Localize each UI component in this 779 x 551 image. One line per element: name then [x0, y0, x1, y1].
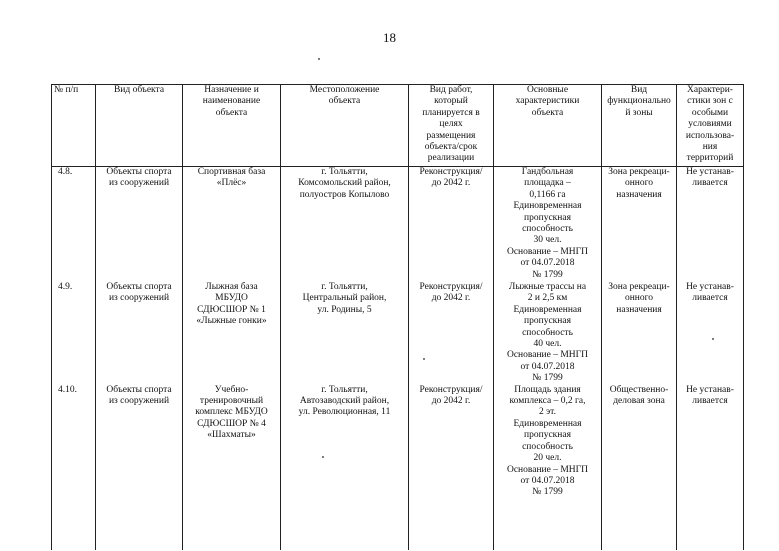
cell-line: Местоположение	[309, 85, 380, 95]
cell-line: до 2042 г.	[431, 293, 471, 304]
cell-functional-zone	[602, 385, 677, 550]
cell-line: Вид	[630, 85, 648, 95]
cell-line: ул. Родины, 5	[317, 304, 372, 315]
cell-line: пропускная	[524, 430, 571, 441]
cell-number: 4.10.	[52, 385, 96, 550]
cell-line: Не устанав-	[686, 282, 734, 292]
cell-line: й зоны	[625, 107, 653, 118]
cell-object-name	[183, 167, 281, 283]
cell-line: назначения	[616, 189, 662, 200]
cell-line: комплекса – 0,2 га,	[509, 396, 586, 407]
cell-line: № п/п	[54, 85, 79, 95]
cell-line: ливается	[692, 396, 728, 407]
cell-line: Спортивная база	[197, 167, 266, 177]
cell-object-type	[96, 167, 183, 283]
cell-line: от 04.07.2018	[520, 361, 575, 372]
cell-location	[281, 167, 409, 283]
cell-line: полуостров Копылово	[299, 189, 390, 200]
cell-work-type	[409, 167, 494, 283]
header-characteristics	[494, 85, 602, 167]
table-body	[52, 167, 744, 550]
cell-line: Не устанав-	[686, 167, 734, 177]
cell-line: Вид объекта	[113, 85, 165, 95]
header-purpose-name	[183, 85, 281, 167]
cell-line: особыми	[691, 107, 729, 118]
header-location	[281, 85, 409, 167]
table-row	[52, 282, 744, 385]
cell-line: назначения	[616, 304, 662, 315]
cell-object-type	[96, 282, 183, 385]
cell-line: пропускная	[524, 212, 571, 223]
cell-line: Основание – МНГП	[506, 464, 589, 475]
cell-line: Зона рекреаци-	[608, 282, 670, 292]
objects-table	[51, 84, 744, 550]
cell-number: 4.8.	[52, 167, 96, 283]
cell-line: способность	[522, 224, 573, 235]
cell-line: Реконструкция/	[419, 282, 483, 292]
cell-object-name	[183, 385, 281, 550]
cell-line: 0,1166 га	[529, 189, 566, 200]
cell-line: ул. Революционная, 11	[298, 407, 391, 418]
cell-work-type	[409, 385, 494, 550]
cell-line: от 04.07.2018	[520, 258, 575, 269]
cell-line: ливается	[692, 178, 728, 189]
cell-line: планируется в	[422, 107, 480, 118]
cell-line: до 2042 г.	[431, 396, 471, 407]
cell-line: деловая зона	[613, 396, 665, 407]
cell-line: Автозаводский район,	[299, 396, 390, 407]
cell-line: онного	[624, 293, 654, 304]
cell-line: объекта	[328, 96, 361, 107]
cell-line: объекта/срок	[424, 142, 478, 153]
cell-line: Единовременная	[513, 201, 582, 212]
cell-line: Основные	[526, 85, 569, 95]
cell-line: 40 чел.	[533, 339, 562, 350]
cell-line: до 2042 г.	[431, 178, 471, 189]
cell-line: № 1799	[532, 269, 563, 280]
header-functional-zone	[602, 85, 677, 167]
cell-line: Комсомольский район,	[298, 178, 391, 189]
table-row	[52, 167, 744, 283]
header-work-type	[409, 85, 494, 167]
cell-line: 30 чел.	[533, 235, 562, 246]
scan-speck	[318, 58, 320, 60]
header-object-type	[96, 85, 183, 167]
cell-line: Объекты спорта	[106, 167, 172, 177]
cell-line: Площадь здания	[514, 384, 581, 395]
cell-object-type	[96, 385, 183, 550]
cell-line: СДЮСШОР № 4	[197, 418, 266, 429]
cell-line: комплекс МБУДО	[195, 407, 268, 418]
cell-line: Не устанав-	[686, 384, 734, 395]
cell-line: функционально	[607, 96, 671, 107]
cell-line: № 1799	[532, 373, 563, 384]
cell-line: из сооружений	[108, 293, 170, 304]
cell-line: № 1799	[532, 487, 563, 498]
table-row	[52, 385, 744, 550]
cell-line: способность	[522, 327, 573, 338]
cell-line: 20 чел.	[533, 453, 562, 464]
cell-line: реализации	[427, 153, 475, 164]
cell-line: условиями	[688, 119, 732, 130]
cell-line: характеристики	[515, 96, 580, 107]
cell-line: г. Тольятти,	[321, 384, 368, 395]
cell-line: г. Тольятти,	[321, 282, 368, 292]
cell-line: СДЮСШОР № 1	[197, 304, 266, 315]
cell-number: 4.9.	[52, 282, 96, 385]
cell-line: Характери-	[687, 85, 733, 95]
cell-line: Зона рекреаци-	[608, 167, 670, 177]
header-number	[52, 85, 96, 167]
cell-line: территорий	[686, 153, 734, 164]
cell-line: «Плёс»	[216, 178, 247, 189]
cell-line: г. Тольятти,	[321, 167, 368, 177]
cell-line: 2 и 2,5 км	[527, 293, 568, 304]
cell-line: «Лыжные гонки»	[196, 316, 267, 327]
cell-line: наименование	[202, 96, 261, 107]
cell-line: Основание – МНГП	[506, 246, 589, 257]
header-special-zones	[677, 85, 744, 167]
cell-line: «Шахматы»	[207, 430, 256, 441]
cell-line: из сооружений	[108, 396, 170, 407]
cell-line: стики зон с	[687, 96, 733, 107]
cell-line: пропускная	[524, 316, 571, 327]
cell-special-zones	[677, 167, 744, 283]
cell-location	[281, 385, 409, 550]
cell-line: тренировочный	[199, 396, 264, 407]
cell-functional-zone	[602, 167, 677, 283]
cell-line: Центральный район,	[302, 293, 387, 304]
cell-characteristics	[494, 167, 602, 283]
cell-work-type	[409, 282, 494, 385]
cell-line: Реконструкция/	[419, 384, 483, 395]
cell-special-zones	[677, 385, 744, 550]
cell-line: Гандбольная	[521, 167, 574, 177]
cell-line: онного	[624, 178, 654, 189]
cell-line: от 04.07.2018	[520, 475, 575, 486]
cell-line: объекта	[531, 107, 564, 118]
cell-line: Объекты спорта	[106, 282, 172, 292]
cell-location	[281, 282, 409, 385]
cell-line: ния	[702, 142, 718, 153]
cell-line: объекта	[215, 107, 248, 118]
cell-line: целях	[439, 119, 463, 130]
cell-line: способность	[522, 441, 573, 452]
cell-functional-zone	[602, 282, 677, 385]
table-header-row	[52, 85, 744, 167]
cell-line: 2 эт.	[538, 407, 556, 418]
cell-line: Вид работ,	[429, 85, 473, 95]
cell-line: который	[434, 96, 468, 107]
page-number: 18	[383, 30, 396, 45]
cell-line: Лыжные трассы на	[508, 282, 587, 292]
cell-special-zones	[677, 282, 744, 385]
cell-characteristics	[494, 385, 602, 550]
cell-line: из сооружений	[108, 178, 170, 189]
cell-line: Реконструкция/	[419, 167, 483, 177]
cell-line: Лыжная база	[205, 282, 258, 292]
cell-line: ливается	[692, 293, 728, 304]
cell-line: площадка –	[524, 178, 571, 189]
cell-characteristics	[494, 282, 602, 385]
cell-object-name	[183, 282, 281, 385]
cell-line: Объекты спорта	[106, 384, 172, 395]
cell-line: МБУДО	[215, 293, 248, 304]
cell-line: размещения	[426, 130, 476, 141]
cell-line: Единовременная	[513, 418, 582, 429]
cell-line: использова-	[685, 130, 735, 141]
cell-line: Учебно-	[214, 384, 249, 395]
cell-line: Назначение и	[204, 85, 259, 95]
cell-line: Общественно-	[609, 384, 669, 395]
cell-line: Основание – МНГП	[506, 350, 589, 361]
cell-line: Единовременная	[513, 304, 582, 315]
